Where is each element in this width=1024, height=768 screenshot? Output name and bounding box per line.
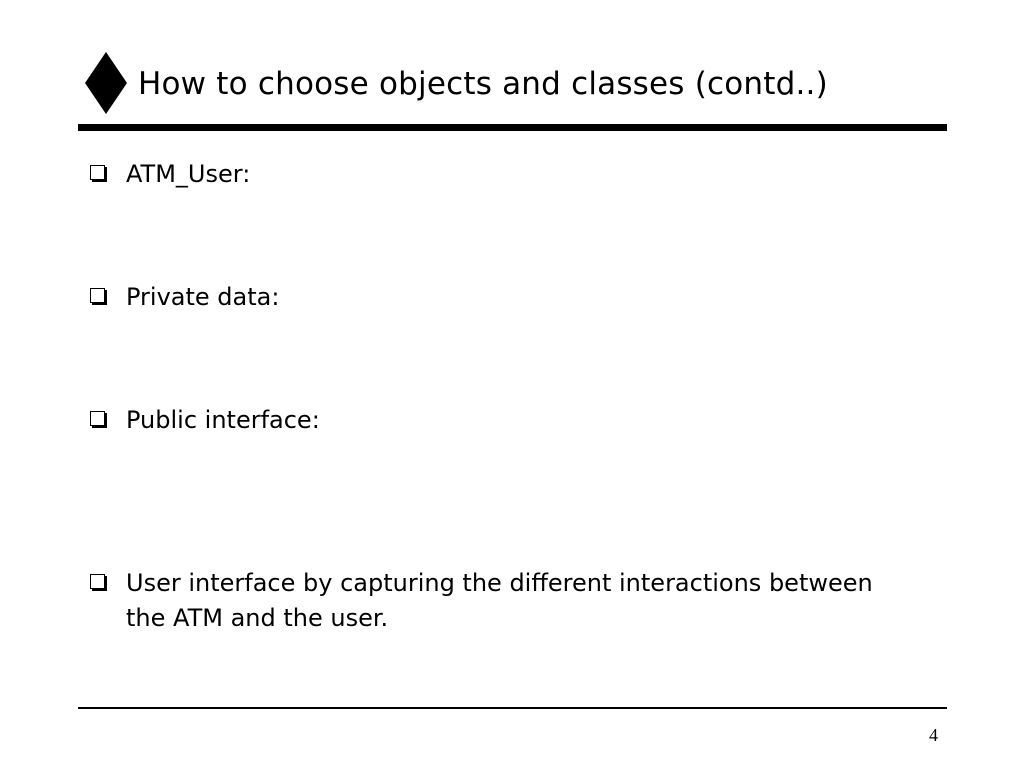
checkbox-square-icon	[90, 411, 105, 426]
page-number: 4	[929, 725, 938, 745]
footer-divider	[78, 707, 947, 709]
bullet-text: Public interface:	[126, 406, 320, 434]
bullet-text: User interface by capturing the different interactions between the ATM and the user.	[126, 569, 873, 632]
bullet-text: ATM_User:	[126, 160, 251, 188]
diamond-icon	[85, 52, 127, 114]
title-divider	[78, 124, 947, 131]
checkbox-square-icon	[90, 165, 105, 180]
bullet-text: Private data:	[126, 283, 280, 311]
checkbox-square-icon	[90, 288, 105, 303]
slide-title: How to choose objects and classes (contd..)	[138, 66, 828, 102]
checkbox-square-icon	[90, 574, 105, 589]
